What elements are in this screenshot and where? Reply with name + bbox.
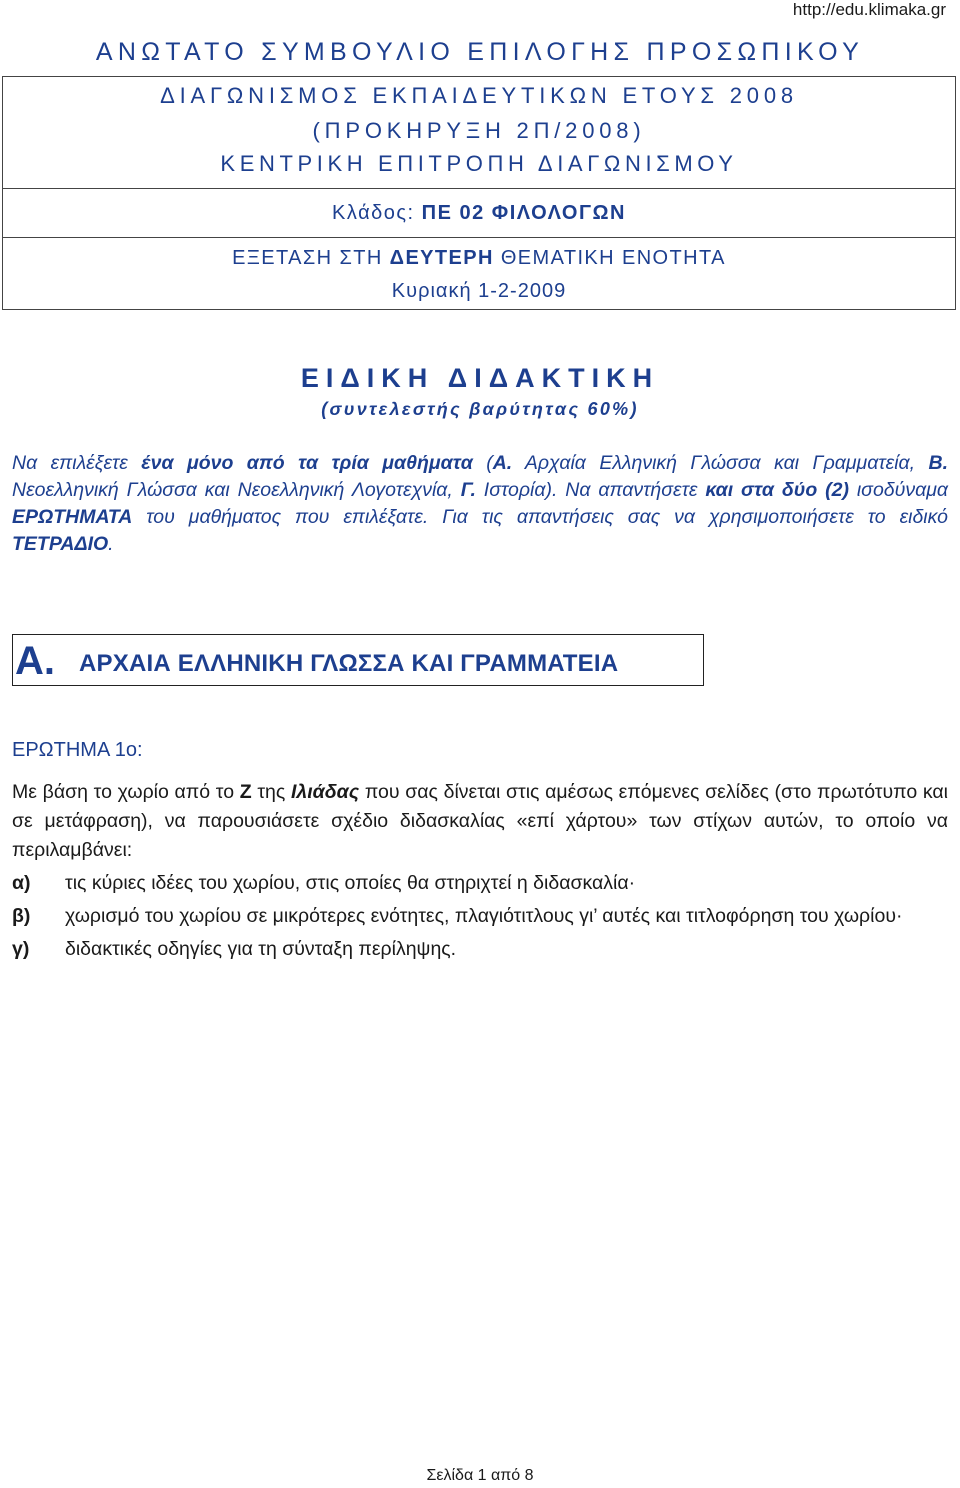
question-text: της — [257, 781, 286, 803]
page-number: Σελίδα 1 από 8 — [426, 1467, 534, 1484]
instr-option-a: Α. — [492, 452, 513, 474]
source-url[interactable]: http://edu.klimaka.gr — [792, 0, 946, 19]
instr-text: Ιστορία). Να απαντήσετε — [475, 479, 698, 501]
exam-info-box — [2, 76, 956, 310]
instr-text: ισοδύναμα — [848, 479, 949, 501]
organization-title: ΑΝΩΤΑΤΟ ΣΥΜΒΟΥΛΙΟ ΕΠΙΛΟΓΗΣ ΠΡΟΣΩΠΙΚΟΥ — [95, 38, 865, 66]
instr-emphasis: ΤΕΤΡΑΔΙΟ — [12, 533, 109, 555]
instr-option-b: Β. — [928, 452, 948, 474]
exam-suffix: ΘΕΜΑΤΙΚΗ ΕΝΟΤΗΤΑ — [500, 247, 726, 269]
branch-line — [3, 202, 955, 225]
section-weight: (συντελεστής βαρύτητας 60%) — [321, 399, 639, 419]
question-emphasis: Ζ — [239, 781, 252, 803]
instr-text: Νεοελληνική Γλώσσα και Νεοελληνική Λογοτεχνία, — [12, 479, 453, 501]
question-title: ΕΡΩΤΗΜΑ 1ο: — [12, 739, 143, 761]
instr-text: του μαθήματος που επιλέξατε. Για τις απαντήσεις σας να χρησιμοποιήσετε το ειδικό — [132, 506, 948, 528]
item-marker: α) — [12, 872, 31, 894]
announcement-ref: (ΠΡΟΚΗΡΥΞΗ 2Π/2008) — [312, 118, 646, 143]
competition-title: ΔΙΑΓΩΝΙΣΜΟΣ ΕΚΠΑΙΔΕΥΤΙΚΩΝ ΕΤΟΥΣ 2008 — [160, 83, 798, 108]
instructions — [12, 450, 948, 558]
branch-value: ΠΕ 02 ΦΙΛΟΛΟΓΩΝ — [421, 202, 626, 224]
exam-unit-bold: ΔΕΥΤΕΡΗ — [389, 247, 494, 269]
item-marker: γ) — [12, 938, 30, 960]
exam-prefix: ΕΞΕΤΑΣΗ ΣΤΗ — [232, 247, 383, 269]
question-body — [12, 778, 948, 865]
item-text: διδακτικές οδηγίες για τη σύνταξη περίληψης. — [65, 938, 457, 960]
instr-text: . — [108, 533, 114, 555]
subject-title: ΑΡΧΑΙΑ ΕΛΛΗΝΙΚΗ ΓΛΩΣΣΑ ΚΑΙ ΓΡΑΜΜΑΤΕΙΑ — [79, 650, 619, 677]
list-item — [12, 935, 948, 964]
instr-text: Να επιλέξετε — [12, 452, 128, 474]
divider — [3, 237, 955, 238]
instr-emphasis: ΕΡΩΤΗΜΑΤΑ — [12, 506, 133, 528]
instr-option-c: Γ. — [460, 479, 476, 501]
item-marker: β) — [12, 905, 31, 927]
item-text: τις κύριες ιδέες του χωρίου, στις οποίες θα στηριχτεί η διδασκαλία· — [65, 872, 636, 894]
instr-text: ( — [486, 452, 493, 474]
divider — [3, 188, 955, 189]
subject-heading — [12, 634, 704, 686]
subject-letter: Α. — [15, 639, 55, 683]
list-item — [12, 902, 948, 931]
instr-emphasis: ένα μόνο από τα τρία μαθήματα — [141, 452, 473, 474]
question-text: Με βάση το χωρίο από το — [12, 781, 235, 803]
item-text: χωρισμό του χωρίου σε μικρότερες ενότητες, πλαγιότιτλους γι’ αυτές και τιτλοφόρηση του χωρίου· — [65, 905, 903, 927]
question-emphasis: Ιλιάδας — [291, 781, 360, 803]
list-item — [12, 869, 948, 898]
instr-text: Αρχαία Ελληνική Γλώσσα και Γραμματεία, — [512, 452, 916, 474]
section-title: ΕΙΔΙΚΗ ΔΙΔΑΚΤΙΚΗ — [300, 363, 660, 393]
committee-title: ΚΕΝΤΡΙΚΗ ΕΠΙΤΡΟΠΗ ΔΙΑΓΩΝΙΣΜΟΥ — [220, 151, 738, 176]
question-items — [12, 869, 948, 964]
exam-date: Κυριακή 1-2-2009 — [391, 280, 567, 302]
instr-emphasis: και στα δύο (2) — [705, 479, 849, 501]
exam-unit-line — [3, 247, 955, 270]
question-text: που σας δίνεται στις αμέσως επόμενες σελίδες (στο πρωτότυπο και σε μετάφραση), να παρουσιάσετε σχέδιο διδασκαλίας «επί χάρτου» των στίχων αυτών, το οποίο να περιλαμβάνει: — [12, 781, 948, 861]
branch-label: Κλάδος: — [332, 202, 415, 224]
